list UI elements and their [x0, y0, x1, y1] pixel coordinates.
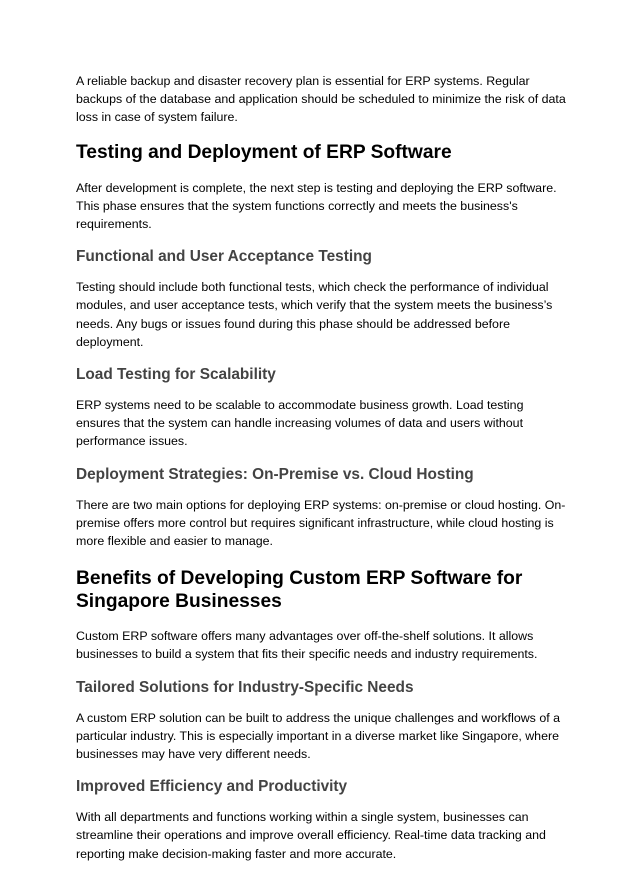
subsection-title-tailored-solutions: Tailored Solutions for Industry-Specific Needs: [76, 678, 414, 696]
paragraph-testing-deployment: After development is complete, the next step is testing and deploying the ERP software. This phase ensures that the system functions correctly and meets the business's requirements.: [76, 180, 557, 232]
paragraph-functional-testing: Testing should include both functional tests, which check the performance of individual modules, and user acceptance tests, which verify that the system meets the business’s needs. Any bugs or issues found during this phase should be addressed before deployment.: [76, 280, 553, 349]
subsection-title-load-testing: Load Testing for Scalability: [76, 366, 276, 384]
subsection-title-deployment-strategies: Deployment Strategies: On-Premise vs. Cloud Hosting: [76, 465, 474, 483]
subsection-title-improved-efficiency: Improved Efficiency and Productivity: [76, 778, 348, 796]
subsection-title-functional-testing: Functional and User Acceptance Testing: [76, 248, 372, 266]
paragraph-improved-efficiency: With all departments and functions working within a single system, businesses can streamline their operations and improve overall efficiency. Real-time data tracking and reporting make decision-making faster and more accurate.: [76, 810, 546, 861]
paragraph-deployment-strategies: There are two main options for deploying ERP systems: on-premise or cloud hosting. On-premise offers more control but requires significant infrastructure, while cloud hosting is more flexible and easier to manage.: [76, 497, 566, 549]
paragraph-tailored-solutions: A custom ERP solution can be built to address the unique challenges and workflows of a particular industry. This is especially important in a diverse market like Singapore, where businesses may have very different needs.: [76, 710, 560, 762]
section-title-benefits: Benefits of Developing Custom ERP Software for Singapore Businesses: [76, 568, 523, 613]
paragraph-benefits: Custom ERP software offers many advantages over off-the-shelf solutions. It allows businesses to build a system that fits their specific needs and industry requirements.: [76, 629, 538, 662]
section-title-testing-deployment: Testing and Deployment of ERP Software: [76, 141, 452, 163]
paragraph-load-testing: ERP systems need to be scalable to accommodate business growth. Load testing ensures that the system can handle increasing volumes of data and users without performance issues.: [76, 398, 524, 449]
document-page: [76, 72, 568, 877]
intro-paragraph: A reliable backup and disaster recovery plan is essential for ERP systems. Regular backups of the database and application should be scheduled to minimize the risk of data loss in case of system failure.: [76, 74, 566, 125]
